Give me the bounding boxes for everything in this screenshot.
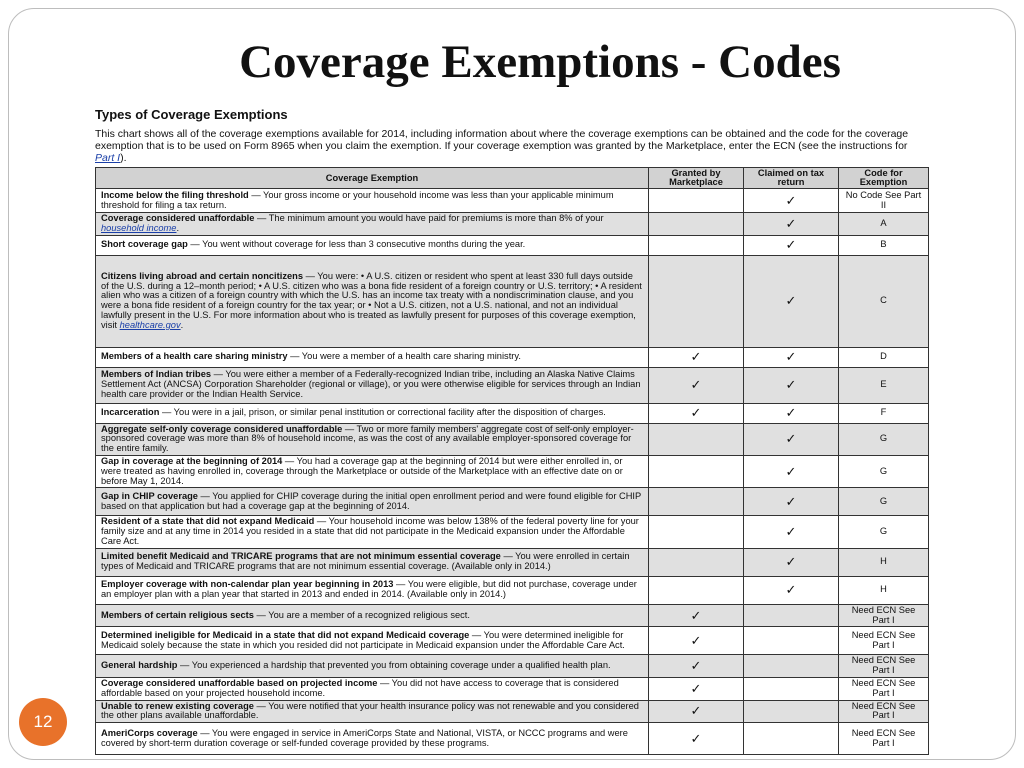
exemption-description	[96, 367, 649, 403]
intro-end: ).	[120, 152, 127, 164]
table-row	[96, 677, 929, 700]
header-claimed-on-tax-return: Claimed on tax return	[744, 168, 839, 189]
table-row	[96, 189, 929, 213]
granted-by-marketplace-mark	[649, 516, 744, 548]
granted-by-marketplace-mark	[649, 235, 744, 255]
exemption-description	[96, 516, 649, 548]
exemption-title: Coverage considered unaffordable	[101, 213, 255, 223]
exemption-text: — You are a member of a recognized religious sect.	[253, 609, 470, 620]
exemption-description	[96, 576, 649, 604]
claimed-on-tax-return-mark: ✓	[744, 235, 839, 255]
exemption-code: G	[839, 516, 929, 548]
exemption-text: — Two or more family members' aggregate cost of self-only employer-sponsored coverage was more than 8% of household income, as was the cost of any available employer-sponsored coverage for the entire family.	[101, 423, 634, 454]
granted-by-marketplace-mark	[649, 213, 744, 236]
exemption-code: D	[839, 347, 929, 367]
granted-by-marketplace-mark	[649, 548, 744, 576]
exemption-title: Gap in CHIP coverage	[101, 491, 198, 502]
exemption-text: — You were determined ineligible for Medicaid solely because the state in which you resided did not participate in Medicaid expansion under the Affordable Care Act.	[101, 630, 625, 650]
exemption-link[interactable]: healthcare.gov	[119, 319, 181, 330]
granted-by-marketplace-mark	[649, 189, 744, 213]
exemption-code: Need ECN See Part I	[839, 604, 929, 627]
table-row	[96, 576, 929, 604]
exemption-title: Short coverage gap	[101, 239, 188, 250]
exemption-description	[96, 677, 649, 700]
exemption-title: Citizens living abroad and certain noncitizens	[101, 270, 303, 281]
table-row	[96, 403, 929, 423]
exemption-code: H	[839, 576, 929, 604]
page-number-badge: 12	[19, 698, 67, 746]
exemption-text: — Your gross income or your household income was less than your applicable minimum threshold for filing a tax return.	[101, 189, 614, 210]
exemption-code: G	[839, 488, 929, 516]
granted-by-marketplace-mark: ✓	[649, 604, 744, 627]
granted-by-marketplace-mark: ✓	[649, 723, 744, 755]
exemption-description	[96, 423, 649, 455]
granted-by-marketplace-mark: ✓	[649, 627, 744, 655]
claimed-on-tax-return-mark	[744, 677, 839, 700]
exemption-title: Members of Indian tribes	[101, 369, 212, 380]
exemption-code: B	[839, 235, 929, 255]
exemption-title: Incarceration	[101, 407, 160, 418]
exemption-title: Determined ineligible for Medicaid in a state that did not expand Medicaid coverage	[101, 630, 470, 641]
exemption-text: — You experienced a hardship that prevented you from obtaining coverage under a qualified health plan.	[177, 660, 611, 671]
table-row	[96, 423, 929, 455]
claimed-on-tax-return-mark	[744, 655, 839, 678]
header-coverage-exemption: Coverage Exemption	[96, 168, 649, 189]
claimed-on-tax-return-mark	[744, 627, 839, 655]
table-row	[96, 627, 929, 655]
exemption-code: A	[839, 213, 929, 236]
exemption-description	[96, 723, 649, 755]
exemption-code: Need ECN See Part I	[839, 627, 929, 655]
exemption-title: Resident of a state that did not expand Medicaid	[101, 516, 315, 527]
exemption-text: — You were in a jail, prison, or similar penal institution or correctional facility after the disposition of charges.	[159, 407, 606, 418]
table-row	[96, 235, 929, 255]
granted-by-marketplace-mark: ✓	[649, 700, 744, 723]
claimed-on-tax-return-mark	[744, 604, 839, 627]
exemption-text: — You did not have access to coverage that is considered affordable based on your projected household income.	[101, 677, 619, 698]
exemption-code: Need ECN See Part I	[839, 677, 929, 700]
exemption-text: — You were: • A U.S. citizen or resident who spent at least 330 full days outside of the U.S. during a 12–month period; • A U.S. citizen who was a bona fide resident of a foreign country or U.S. territory; • A resident alien who was a citizen of a foreign country with which the U.S. has an income tax treaty with a nondiscrimination clause, and you were a bona fide resident of a foreign country for the tax year; or • Not a U.S. citizen, not a U.S. national, and not an individual lawfully present in the U.S. For more information about who is treated as lawfully present for purposes of this coverage exemption, visit	[101, 270, 642, 330]
exemption-description	[96, 189, 649, 213]
exemption-title: Coverage considered unaffordable based on projected income	[101, 677, 378, 688]
exemption-text: — You were eligible, but did not purchase, coverage under an employer plan with a plan year that started in 2013 and ended in 2014. (Available only in 2014.)	[101, 579, 637, 600]
claimed-on-tax-return-mark	[744, 723, 839, 755]
claimed-on-tax-return-mark: ✓	[744, 576, 839, 604]
intro-text: This chart shows all of the coverage exemptions available for 2014, including information about where the coverage exemptions can be obtained and the code for the coverage exemption that is to be used on Form 8965 when you claim the exemption. If your coverage exemption was granted by the Marketplace, enter the ECN (see the instructions for	[95, 128, 909, 152]
claimed-on-tax-return-mark: ✓	[744, 488, 839, 516]
exemption-description	[96, 627, 649, 655]
claimed-on-tax-return-mark: ✓	[744, 455, 839, 487]
granted-by-marketplace-mark: ✓	[649, 347, 744, 367]
exemption-code: F	[839, 403, 929, 423]
exemption-text: — The minimum amount you would have paid for premiums is more than 8% of your	[254, 213, 604, 223]
claimed-on-tax-return-mark: ✓	[744, 403, 839, 423]
exemption-title: Gap in coverage at the beginning of 2014	[101, 455, 283, 466]
granted-by-marketplace-mark: ✓	[649, 367, 744, 403]
claimed-on-tax-return-mark: ✓	[744, 213, 839, 236]
exemption-code: Need ECN See Part I	[839, 700, 929, 723]
exemption-code: E	[839, 367, 929, 403]
exemption-title: Employer coverage with non-calendar plan year beginning in 2013	[101, 579, 394, 590]
granted-by-marketplace-mark	[649, 423, 744, 455]
claimed-on-tax-return-mark: ✓	[744, 516, 839, 548]
exemption-code: C	[839, 255, 929, 347]
table-row	[96, 516, 929, 548]
table-row	[96, 213, 929, 236]
exemption-description	[96, 235, 649, 255]
exemption-text: — You were notified that your health insurance policy was not renewable and you considered the other plans available unaffordable.	[101, 700, 639, 721]
claimed-on-tax-return-mark: ✓	[744, 548, 839, 576]
exemption-text: — You had a coverage gap at the beginning of 2014 but were either enrolled in, or were treated as having enrolled in, coverage through the Marketplace or outside of the Marketplace with an effective date on or before May 1, 2014.	[101, 455, 623, 486]
claimed-on-tax-return-mark: ✓	[744, 423, 839, 455]
exemption-description	[96, 700, 649, 723]
slide-title: Coverage Exemptions - Codes	[239, 36, 841, 88]
table-row	[96, 255, 929, 347]
table-row	[96, 548, 929, 576]
table-row	[96, 723, 929, 755]
table-row	[96, 488, 929, 516]
exemption-code: Need ECN See Part I	[839, 655, 929, 678]
exemption-code: G	[839, 423, 929, 455]
granted-by-marketplace-mark	[649, 455, 744, 487]
exemption-description	[96, 488, 649, 516]
exemption-description	[96, 403, 649, 423]
claimed-on-tax-return-mark: ✓	[744, 189, 839, 213]
exemption-title: Unable to renew existing coverage	[101, 700, 254, 711]
claimed-on-tax-return-mark: ✓	[744, 255, 839, 347]
exemption-description	[96, 604, 649, 627]
document-heading: Types of Coverage Exemptions	[95, 107, 288, 122]
exemption-code: No Code See Part II	[839, 189, 929, 213]
claimed-on-tax-return-mark: ✓	[744, 347, 839, 367]
table-header-row	[96, 168, 929, 189]
exemption-title: Members of certain religious sects	[101, 609, 254, 620]
exemption-title: AmeriCorps coverage	[101, 727, 198, 738]
table-row	[96, 347, 929, 367]
header-granted-by-marketplace: Granted by Marketplace	[649, 168, 744, 189]
exemption-code: G	[839, 455, 929, 487]
exemption-title: Members of a health care sharing ministry	[101, 351, 288, 362]
exemption-link[interactable]: household income	[101, 222, 177, 233]
exemption-description	[96, 548, 649, 576]
exemption-text: — You applied for CHIP coverage during the initial open enrollment period and were found eligible for CHIP based on that application but had a coverage gap at the beginning of 2014.	[101, 491, 642, 511]
table-row	[96, 655, 929, 678]
claimed-on-tax-return-mark: ✓	[744, 367, 839, 403]
granted-by-marketplace-mark	[649, 576, 744, 604]
exemption-text: — You were a member of a health care sharing ministry.	[287, 351, 521, 362]
granted-by-marketplace-mark	[649, 255, 744, 347]
table-body	[96, 189, 929, 755]
exemption-description	[96, 455, 649, 487]
exemption-text-end: .	[176, 222, 180, 233]
claimed-on-tax-return-mark	[744, 700, 839, 723]
document-header	[95, 107, 928, 164]
exemption-text: — You were engaged in service in AmeriCorps State and National, VISTA, or NCCC programs and were covered by short-term duration coverage or self-funded coverage provided by these programs.	[101, 727, 628, 748]
granted-by-marketplace-mark: ✓	[649, 403, 744, 423]
exemption-description	[96, 655, 649, 678]
exemptions-table	[95, 167, 929, 755]
exemption-text: — You were enrolled in certain types of Medicaid and TRICARE programs that are not minimum essential coverage. (Available only in 2014.)	[101, 551, 630, 572]
granted-by-marketplace-mark: ✓	[649, 677, 744, 700]
exemption-title: Income below the filing threshold	[101, 189, 249, 200]
exemption-text-end: .	[180, 319, 184, 330]
granted-by-marketplace-mark: ✓	[649, 655, 744, 678]
exemption-text: — You went without coverage for less than 3 consecutive months during the year.	[187, 239, 526, 250]
exemption-title: Aggregate self-only coverage considered unaffordable	[101, 423, 343, 434]
exemption-text: — You were either a member of a Federally-recognized Indian tribe, including an Alaska Native Claims Settlement Act (ANCSA) Corporation Shareholder (regional or village), or you were otherwise eligible for services through an Indian health care provider or the Indian Health Service.	[101, 369, 641, 399]
exemption-title: General hardship	[101, 660, 178, 671]
table-row	[96, 700, 929, 723]
exemption-code: H	[839, 548, 929, 576]
table-row	[96, 367, 929, 403]
exemption-description	[96, 213, 649, 236]
exemption-description	[96, 347, 649, 367]
exemption-text: — Your household income was below 138% of the federal poverty line for your family size and at any time in 2014 you resided in a state that did not participate in the Medicaid expansion under the Affordable Care Act.	[101, 516, 639, 546]
part-one-link[interactable]: Part I	[95, 152, 121, 164]
document-intro	[95, 128, 928, 164]
table-row	[96, 455, 929, 487]
exemption-title: Limited benefit Medicaid and TRICARE programs that are not minimum essential coverage	[101, 551, 501, 562]
table-row	[96, 604, 929, 627]
exemption-code: Need ECN See Part I	[839, 723, 929, 755]
header-code-for-exemption: Code for Exemption	[839, 168, 929, 189]
granted-by-marketplace-mark	[649, 488, 744, 516]
exemption-description	[96, 255, 649, 347]
